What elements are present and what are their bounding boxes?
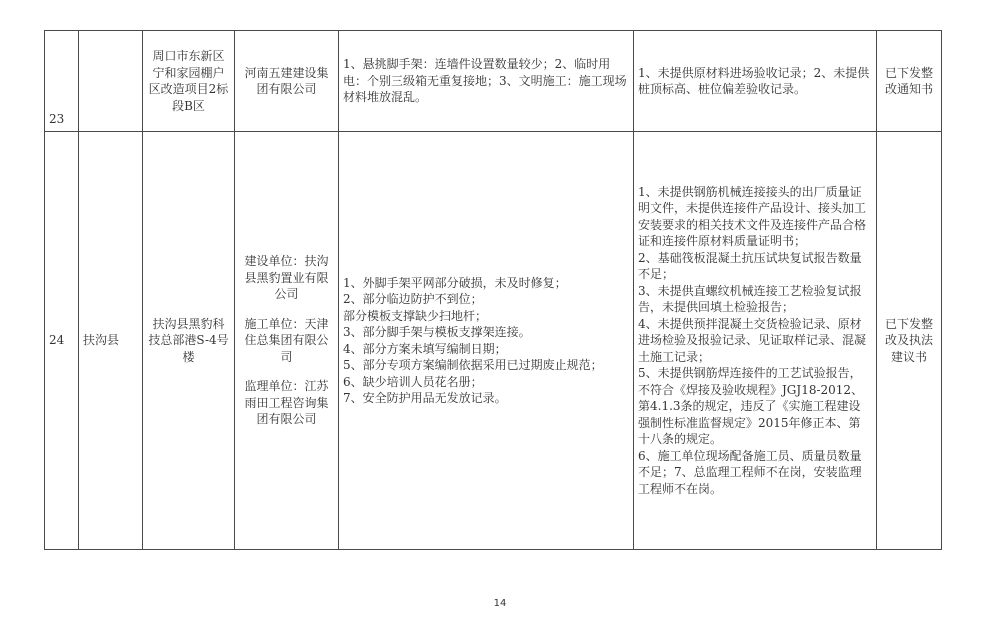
row-number: 23	[45, 31, 79, 132]
unit-entry: 河南五建建设集团有限公司	[244, 65, 329, 96]
record-item: 4、未提供预拌混凝土交货检验记录、原材进场检验及报验记录、见证取样记录、混凝土施工记录；	[638, 316, 867, 364]
issue-item: 6、缺少培训人员花名册；	[343, 374, 483, 389]
handling-result: 已下发整改通知书	[877, 31, 942, 132]
record-item: 1、未提供钢筋机械连接接头的出厂质量证明文件，未提供连接件产品设计、接头加工安装要求的相关技术文件及连接件产品合格证和连接件原材料质量证明书；	[638, 184, 867, 249]
issue-item: 5、部分专项方案编制依据采用已过期废止规范；	[343, 358, 603, 372]
issue-item: 1、悬挑脚手架：连墙件设置数量较少；2、临时用电：个别三级箱无重复接地；3、文明施工：施工现场材料堆放混乱。	[343, 57, 627, 105]
issue-item: 3、部分脚手架与模板支撑架连接。	[343, 325, 531, 339]
handling-result: 已下发整改及执法建议书	[877, 132, 942, 550]
project-name: 周口市东新区宁和家园棚户区改造项目2标段B区	[143, 31, 235, 132]
safety-issues	[339, 31, 634, 132]
inspection-table	[44, 30, 942, 550]
record-item: 5、未提供钢筋焊连接件的工艺试验报告，不符合《焊接及验收规程》JGJ18-2012、第4.1.3条的规定，违反了《实施工程建设强制性标准监督规定》2015年修正本、第十八条的规定。	[638, 366, 864, 447]
supervision-unit: 监理单位：江苏雨田工程咨询集团有限公司	[244, 379, 329, 427]
issue-item: 1、外脚手架平网部分破损，未及时修复；	[343, 275, 567, 290]
record-item: 3、未提供直螺纹机械连接工艺检验复试报告，未提供回填土检验报告；	[638, 283, 862, 315]
project-name: 扶沟县黑豹科技总部港S-4号楼	[143, 132, 235, 550]
county-cell: 扶沟县	[79, 132, 143, 550]
contractor-unit: 施工单位：天津住总集团有限公司	[244, 316, 329, 364]
row-number: 24	[45, 132, 79, 550]
table-row	[45, 132, 942, 550]
record-item: 1、未提供原材料进场验收记录；2、未提供桩顶标高、桩位偏差验收记录。	[638, 65, 870, 96]
county-cell	[79, 31, 143, 132]
issue-item: 7、安全防护用品无发放记录。	[343, 391, 507, 405]
record-issues	[634, 132, 877, 550]
issue-item: 部分模板支撑缺少扫地杆；	[343, 308, 488, 323]
safety-issues	[339, 132, 634, 550]
responsible-units	[235, 132, 339, 550]
responsible-units	[235, 31, 339, 132]
table-row	[45, 31, 942, 132]
record-item: 2、基础筏板混凝土抗压试块复试报告数量不足；	[638, 250, 862, 282]
issue-item: 2、部分临边防护不到位；	[343, 292, 483, 306]
construction-owner-unit: 建设单位：扶沟县黑豹置业有限公司	[244, 254, 329, 302]
page-number: 14	[493, 598, 507, 609]
record-issues	[634, 31, 877, 132]
record-item: 6、施工单位现场配备施工员、质量员数量不足；7、总监理工程师不在岗，安装监理工程师不在岗。	[638, 448, 862, 496]
issue-item: 4、部分方案未填写编制日期；	[343, 341, 507, 356]
